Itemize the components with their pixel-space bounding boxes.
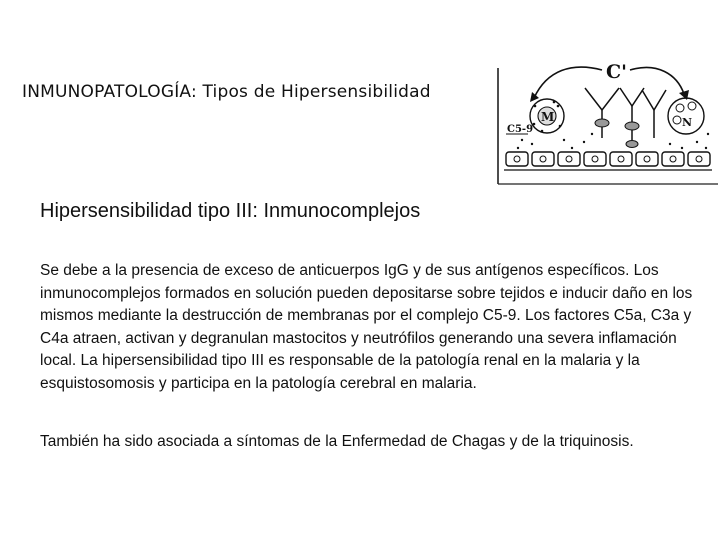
arrow-to-neutrophil	[630, 67, 684, 94]
neutrophil-label: N	[682, 116, 693, 129]
c5-9-label: C5-9	[507, 124, 534, 135]
antigen-blob	[595, 119, 609, 127]
antigen-blob	[625, 122, 639, 130]
arrow-to-mastocyte	[534, 67, 602, 98]
body-paragraph: También ha sido asociada a síntomas de la Enfermedad de Chagas y de la triquinosis.	[40, 433, 634, 450]
hypersensitivity-diagram	[492, 48, 720, 186]
antibody-group	[585, 88, 666, 140]
mastocyte-label: M	[541, 110, 555, 124]
complement-label: C'	[606, 61, 627, 83]
slide-section-title: INMUNOPATOLOGÍA: Tipos de Hipersensibilidad	[22, 82, 431, 102]
body-paragraph: Se debe a la presencia de exceso de anticuerpos IgG y de sus antígenos específicos. Los inmunocomplejos formados en solución pueden depositarse sobre tejidos e inducir daño en los mismos mediante la destrucción de membranas por el complejo C5-9. Los factores C5a, C3a y C4a atraen, activan y degranulan mastocitos y neutrófilos generando una severa inflamación local. La hipersensibilidad tipo III es responsable de la patología renal en la malaria y la esquistosomosis y participa en la patología cerebral en malaria.	[40, 262, 693, 392]
mastocyte-cell	[530, 99, 564, 133]
tissue-cell-layer	[506, 152, 710, 166]
neutrophil-cell	[668, 98, 704, 134]
slide-heading: Hipersensibilidad tipo III: Inmunocomplejos	[40, 200, 421, 222]
antigen-blob	[626, 141, 638, 148]
